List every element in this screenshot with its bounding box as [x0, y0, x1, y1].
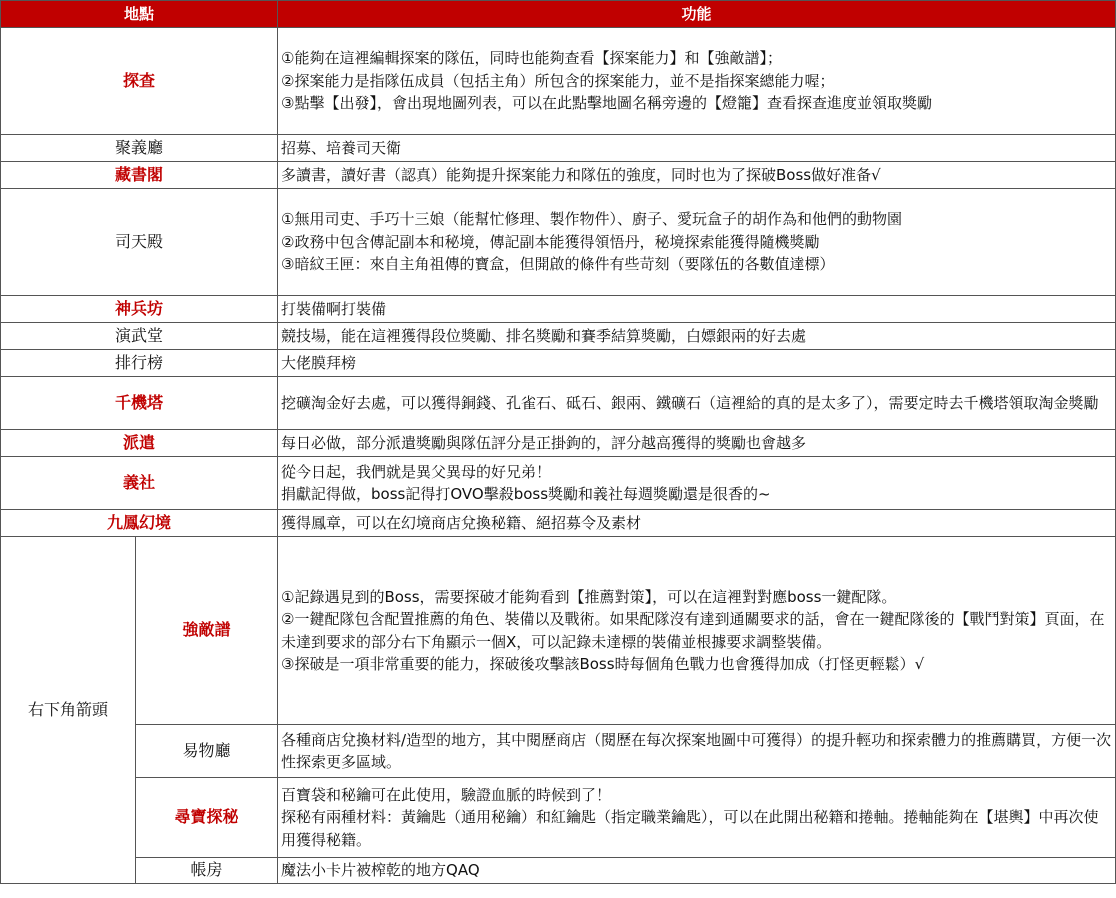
place-cell: 司天殿: [1, 189, 278, 296]
table-row: [1, 296, 1116, 323]
place-cell: 聚義廳: [1, 135, 278, 162]
function-line: 多讀書，讀好書（認真）能夠提升探案能力和隊伍的強度，同时也为了探破Boss做好准备√: [281, 165, 881, 184]
function-line: ②政務中包含傳記副本和秘境，傳記副本能獲得領悟丹，秘境探索能獲得隨機獎勵: [281, 232, 820, 251]
function-cell: [278, 537, 1116, 725]
header-function: 功能: [278, 1, 1116, 28]
table-row: [1, 725, 1116, 778]
function-cell: [278, 323, 1116, 350]
place-cell: 派遣: [1, 430, 278, 457]
table-row: [1, 350, 1116, 377]
function-cell: [278, 135, 1116, 162]
table-row: [1, 430, 1116, 457]
function-line: 大佬膜拜榜: [281, 353, 357, 372]
table-row: [1, 377, 1116, 430]
function-line: ②一鍵配隊包含配置推薦的角色、裝備以及戰術。如果配隊沒有達到通關要求的話，會在一鍵配隊後的【戰鬥對策】頁面，在未達到要求的部分右下角顯示一個X，可以記錄未達標的裝備並根據要求調整裝備。: [281, 610, 1105, 651]
group-place-cell: 右下角箭頭: [1, 537, 136, 884]
table-row: [1, 457, 1116, 510]
function-line: 打裝備啊打裝備: [281, 299, 387, 318]
function-line: 探秘有兩種材料：黃鑰匙（通用秘鑰）和紅鑰匙（指定職業鑰匙），可以在此開出秘籍和捲軸。捲軸能夠在【堪輿】中再次使用獲得秘籍。: [281, 808, 1099, 849]
function-cell: [278, 725, 1116, 778]
function-line: 招募、培養司天衛: [281, 138, 402, 157]
function-line: 競技場，能在這裡獲得段位獎勵、排名獎勵和賽季結算獎勵，白嫖銀兩的好去處: [281, 326, 807, 345]
header-row: [1, 1, 1116, 28]
table-row: [1, 135, 1116, 162]
sub-place-cell: 帳房: [136, 858, 278, 884]
function-line: ③暗紋王匣：來自主角祖傳的寶盒，但開啟的條件有些苛刻（要隊伍的各數值達標）: [281, 255, 835, 274]
table-row: [1, 858, 1116, 884]
function-line: 捐獻記得做，boss記得打OVO擊殺boss獎勵和義社每週獎勵還是很香的~: [281, 485, 771, 503]
function-line: ①能夠在這裡編輯探案的隊伍，同時也能夠查看【探案能力】和【強敵譜】；: [281, 49, 782, 68]
function-line: 挖礦淘金好去處，可以獲得銅錢、孔雀石、砥石、銀兩、鐵礦石（這裡給的真的是太多了），需要定時去千機塔領取淘金獎勵: [281, 393, 1099, 412]
function-cell: [278, 858, 1116, 884]
function-line: 每日必做，部分派遣獎勵與隊伍評分是正掛鉤的，評分越高獲得的獎勵也會越多: [281, 433, 807, 452]
table-row: [1, 323, 1116, 350]
table-row: [1, 189, 1116, 296]
function-cell: [278, 28, 1116, 135]
table-row: [1, 537, 1116, 725]
header-place: 地點: [1, 1, 278, 28]
function-cell: [278, 350, 1116, 377]
place-cell: 探查: [1, 28, 278, 135]
sub-place-cell: 強敵譜: [136, 537, 278, 725]
table-row: [1, 510, 1116, 537]
place-cell: 排行榜: [1, 350, 278, 377]
place-cell: 藏書閣: [1, 162, 278, 189]
sub-place-cell: 尋寶探秘: [136, 778, 278, 858]
place-cell: 九鳳幻境: [1, 510, 278, 537]
place-cell: 義社: [1, 457, 278, 510]
place-cell: 神兵坊: [1, 296, 278, 323]
function-cell: [278, 296, 1116, 323]
function-line: ①無用司吏、手巧十三娘（能幫忙修理、製作物件）、廚子、愛玩盒子的胡作為和他們的動物園: [281, 210, 902, 229]
function-line: ③探破是一項非常重要的能力，探破後攻擊該Boss時每個角色戰力也會獲得加成（打怪更輕鬆）√: [281, 655, 925, 673]
table-row: [1, 28, 1116, 135]
function-line: ①記錄遇見到的Boss，需要探破才能夠看到【推薦對策】，可以在這裡對對應boss一鍵配隊。: [281, 587, 897, 606]
function-line: 從今日起，我們就是異父異母的好兄弟！: [281, 462, 552, 481]
function-cell: [278, 778, 1116, 858]
function-line: ③點擊【出發】，會出現地圖列表，可以在此點擊地圖名稱旁邊的【燈籠】查看探查進度並領取獎勵: [281, 94, 932, 113]
function-line: ②探案能力是指隊伍成員（包括主角）所包含的探案能力，並不是指探案總能力喔；: [281, 71, 835, 90]
function-line: 獲得鳳章，可以在幻境商店兌換秘籍、絕招募令及素材: [281, 513, 642, 532]
place-cell: 千機塔: [1, 377, 278, 430]
function-line: 百寶袋和秘鑰可在此使用，驗證血脈的時候到了！: [281, 785, 612, 804]
function-cell: [278, 457, 1116, 510]
function-cell: [278, 510, 1116, 537]
table-row: [1, 778, 1116, 858]
function-cell: [278, 377, 1116, 430]
function-cell: [278, 162, 1116, 189]
sub-place-cell: 易物廳: [136, 725, 278, 778]
function-line: 各種商店兌換材料/造型的地方，其中閱歷商店（閱歷在每次探案地圖中可獲得）的提升輕功和探索體力的推薦購買，方便一次性探索更多區域。: [281, 730, 1112, 771]
function-cell: [278, 189, 1116, 296]
table-row: [1, 162, 1116, 189]
function-cell: [278, 430, 1116, 457]
place-cell: 演武堂: [1, 323, 278, 350]
function-line: 魔法小卡片被榨乾的地方QAQ: [281, 861, 480, 880]
